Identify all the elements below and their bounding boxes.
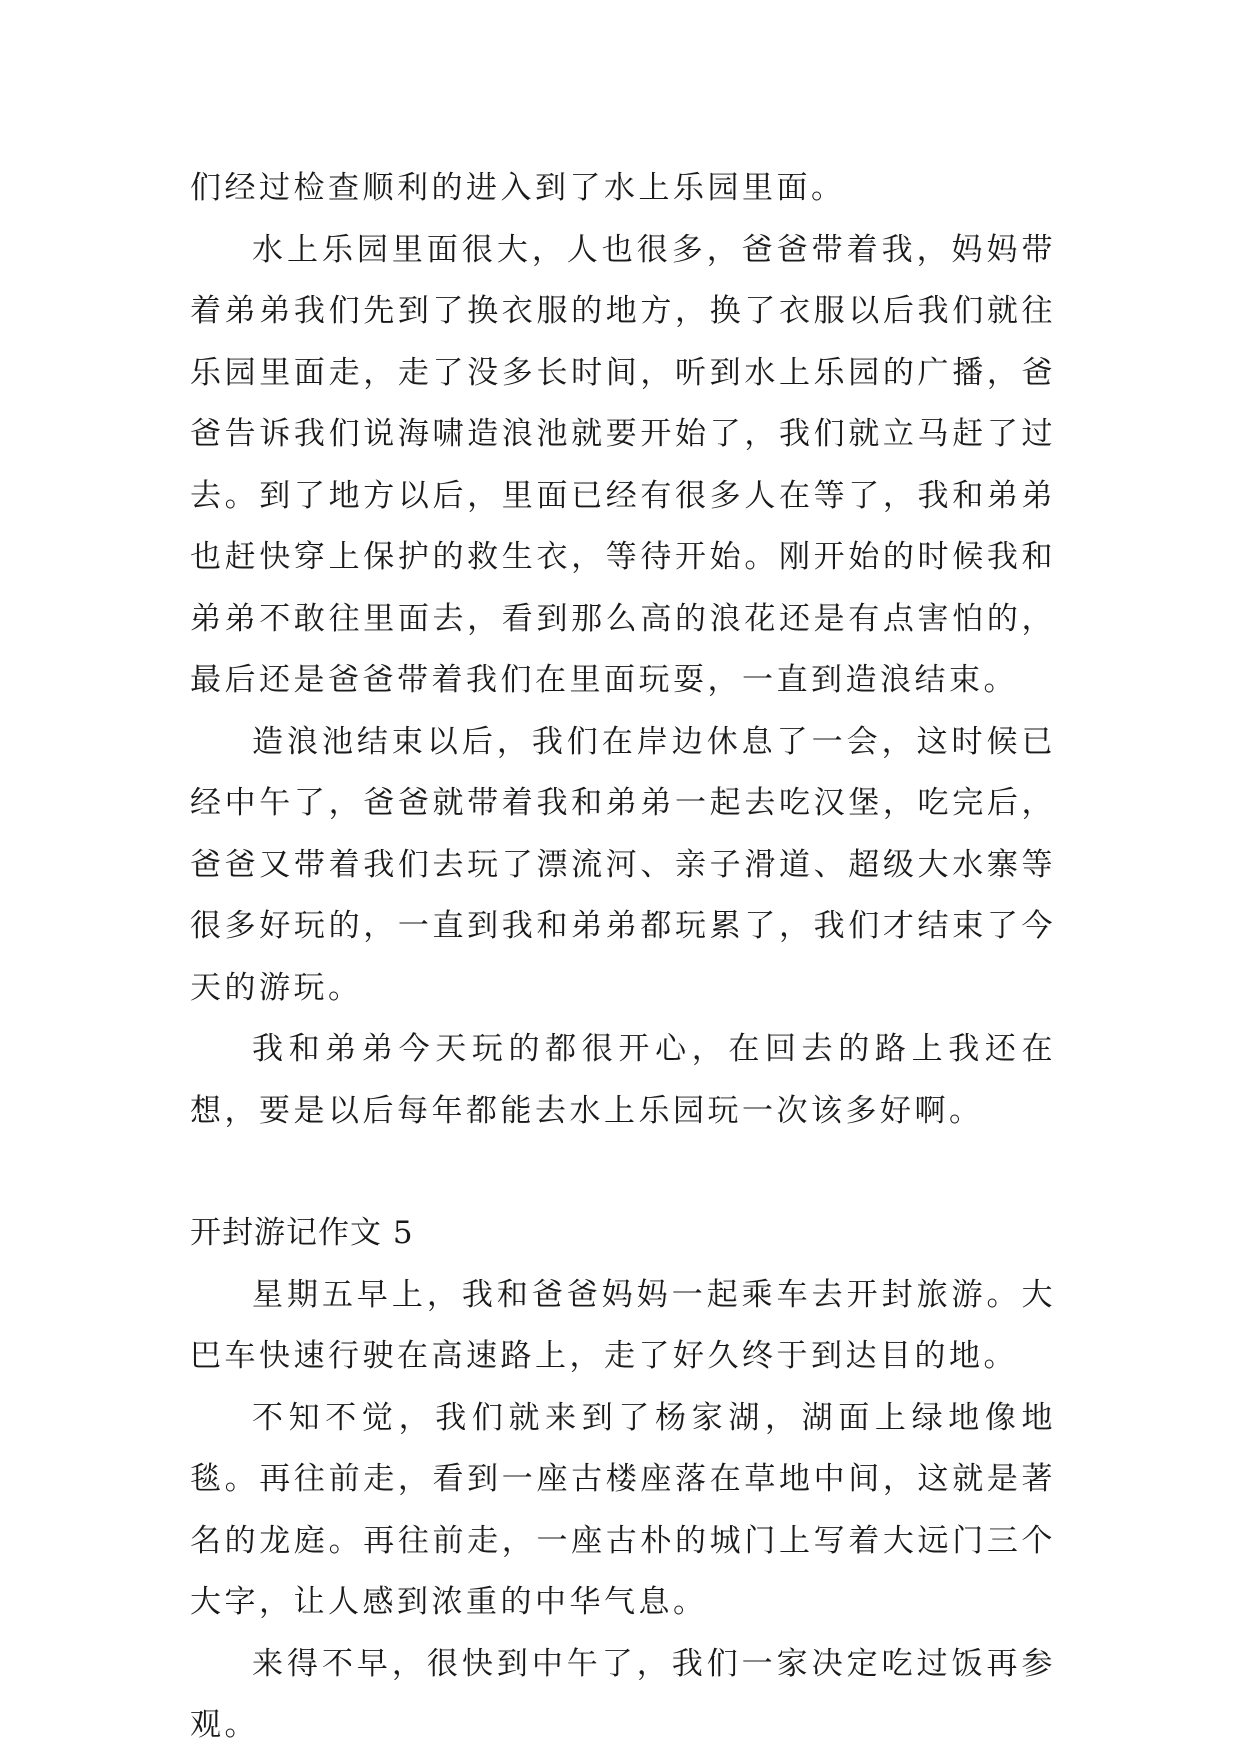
paragraph-water-park: 水上乐园里面很大，人也很多，爸爸带着我，妈妈带着弟弟我们先到了换衣服的地方，换了衣服以后我们就往乐园里面走，走了没多长时间，听到水上乐园的广播，爸爸告诉我们说海啸造浪池就要开始了，我们就立马赶了过去。到了地方以后，里面已经有很多人在等了，我和弟弟也赶快穿上保护的救生衣，等待开始。刚开始的时候我和弟弟不敢往里面去，看到那么高的浪花还是有点害怕的，最后还是爸爸带着我们在里面玩耍，一直到造浪结束。	[190, 231, 1056, 698]
paragraph-yangjia-lake: 不知不觉，我们就来到了杨家湖，湖面上绿地像地毯。再往前走，看到一座古楼座落在草地中间，这就是著名的龙庭。再往前走，一座古朴的城门上写着大远门三个大字，让人感到浓重的中华气息。	[190, 1399, 1056, 1620]
section-title: 开封游记作文 5	[190, 1215, 414, 1251]
paragraph-lunch: 来得不早，很快到中午了，我们一家决定吃过饭再参观。	[190, 1645, 1056, 1743]
paragraph-continuation: 们经过检查顺利的进入到了水上乐园里面。	[190, 170, 846, 206]
paragraph-after-wave-pool: 造浪池结束以后，我们在岸边休息了一会，这时候已经中午了，爸爸就带着我和弟弟一起去吃汉堡，吃完后，爸爸又带着我们去玩了漂流河、亲子滑道、超级大水寨等很多好玩的，一直到我和弟弟都玩累了，我们才结束了今天的游玩。	[190, 723, 1056, 1006]
paragraph-conclusion: 我和弟弟今天玩的都很开心，在回去的路上我还在想，要是以后每年都能去水上乐园玩一次该多好啊。	[190, 1031, 1056, 1129]
paragraph-trip-start: 星期五早上，我和爸爸妈妈一起乘车去开封旅游。大巴车快速行驶在高速路上，走了好久终于到达目的地。	[190, 1276, 1056, 1374]
document-body	[190, 158, 1056, 1757]
